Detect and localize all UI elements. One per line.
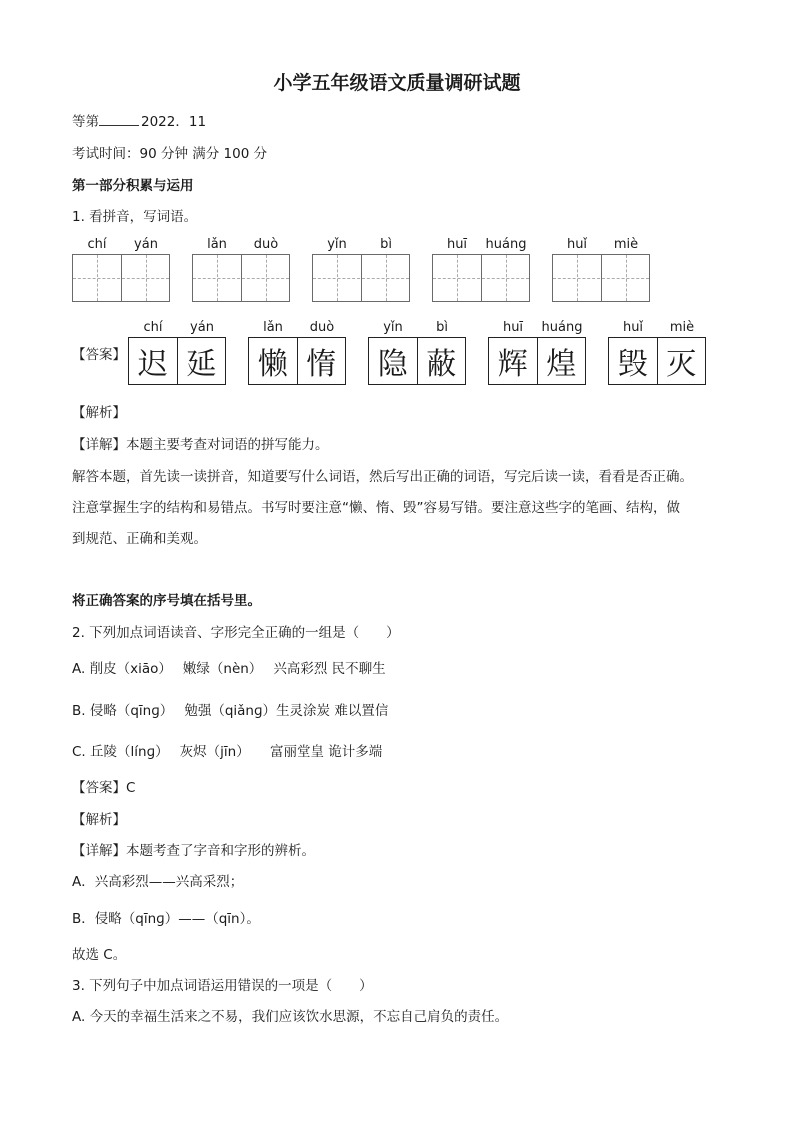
- pinyin-label: huī: [502, 320, 524, 335]
- detail-line: 【详解】本题考查了字音和字形的辨析。: [72, 843, 315, 859]
- answer-char: 隐: [369, 338, 418, 384]
- choose-line: 故选 C。: [72, 947, 127, 963]
- answer-label: 【答案】: [72, 347, 126, 363]
- pinyin-label: huáng: [485, 237, 527, 252]
- section-heading-1: 第一部分积累与运用: [72, 178, 194, 194]
- section-heading-2: 将正确答案的序号填在括号里。: [72, 593, 261, 609]
- pinyin-label: yán: [134, 237, 158, 252]
- writing-grid[interactable]: [552, 254, 650, 302]
- answer-line: 【答案】C: [72, 780, 136, 796]
- pinyin-label: yán: [190, 320, 214, 335]
- detail-line: 【详解】本题主要考查对词语的拼写能力。: [72, 437, 329, 453]
- answer-grid: [368, 337, 466, 385]
- answer-grid: [608, 337, 706, 385]
- pinyin-label: bì: [436, 320, 448, 335]
- question-1-stem: 1. 看拼音，写词语。: [72, 209, 198, 225]
- pinyin-label: yǐn: [327, 237, 347, 252]
- writing-grid[interactable]: [432, 254, 530, 302]
- pinyin-label: chí: [87, 237, 107, 252]
- pinyin-label: lǎn: [207, 237, 227, 252]
- writing-grid[interactable]: [312, 254, 410, 302]
- answer-char: 迟: [129, 338, 178, 384]
- answer-char: 辉: [489, 338, 538, 384]
- explanation-paragraph: 解答本题，首先读一读拼音，知道要写什么词语，然后写出正确的词语，写完后读一读，看看是否正确。: [72, 469, 693, 485]
- pinyin-label: duò: [309, 320, 335, 335]
- exam-date: 2022．11: [141, 114, 207, 130]
- answer-char: 蔽: [426, 347, 457, 382]
- answer-char: 灭: [666, 347, 697, 382]
- pinyin-label: duò: [253, 237, 279, 252]
- answer-char: 延: [186, 347, 217, 382]
- pinyin-label: chí: [143, 320, 163, 335]
- question-2-stem: 2. 下列加点词语读音、字形完全正确的一组是（ ）: [72, 625, 400, 641]
- option-a[interactable]: A. 今天的幸福生活来之不易，我们应该饮水思源，不忘自己肩负的责任。: [72, 1009, 509, 1025]
- analysis-label: 【解析】: [72, 812, 126, 828]
- pinyin-label: miè: [613, 237, 639, 252]
- option-c[interactable]: C. 丘陵（línɡ） 灰烬（jīn） 富丽堂皇 诡计多端: [72, 744, 383, 760]
- exam-info: 考试时间：90 分钟 满分 100 分: [72, 146, 268, 162]
- answer-char: 惰: [306, 347, 337, 382]
- pinyin-label: yǐn: [383, 320, 403, 335]
- answer-grid: [128, 337, 226, 385]
- page-title: 小学五年级语文质量调研试题: [273, 72, 521, 94]
- correction-line-a: A．兴高彩烈——兴高采烈；: [72, 874, 244, 890]
- pinyin-label: huǐ: [566, 237, 588, 252]
- correction-line-b: B．侵略（qīnɡ）——（qīn）。: [72, 911, 260, 927]
- pinyin-label: bì: [380, 237, 392, 252]
- writing-grid[interactable]: [192, 254, 290, 302]
- answer-grid: [248, 337, 346, 385]
- explanation-paragraph: 到规范、正确和美观。: [72, 531, 207, 547]
- grade-blank: [99, 113, 139, 126]
- answer-char: 懒: [249, 338, 298, 384]
- pinyin-label: huǐ: [622, 320, 644, 335]
- answer-grid: [488, 337, 586, 385]
- option-b[interactable]: B. 侵略（qīnɡ） 勉强（qiǎnɡ）生灵涂炭 难以置信: [72, 703, 389, 719]
- pinyin-label: miè: [669, 320, 695, 335]
- question-3-stem: 3. 下列句子中加点词语运用错误的一项是（ ）: [72, 978, 373, 994]
- pinyin-label: lǎn: [263, 320, 283, 335]
- option-a[interactable]: A. 削皮（xiāo） 嫩绿（nèn） 兴高彩烈 民不聊生: [72, 661, 386, 677]
- pinyin-label: huī: [446, 237, 468, 252]
- explanation-paragraph: 注意掌握生字的结构和易错点。书写时要注意“懒、惰、毁”容易写错。要注意这些字的笔画、结构，做: [72, 500, 680, 516]
- analysis-label: 【解析】: [72, 405, 126, 421]
- pinyin-label: huáng: [541, 320, 583, 335]
- writing-grid[interactable]: [72, 254, 170, 302]
- grade-prefix: 等第: [72, 114, 99, 130]
- grade-date-line: [72, 110, 206, 130]
- answer-char: 毁: [609, 338, 658, 384]
- answer-char: 煌: [546, 347, 577, 382]
